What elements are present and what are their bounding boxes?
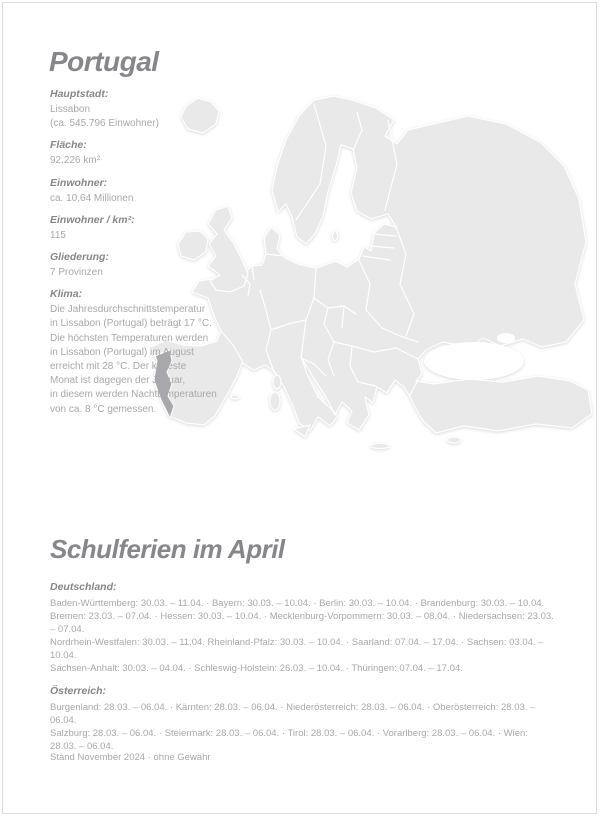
fact-klima — [50, 288, 222, 417]
fact-value: 7 Provinzen — [50, 267, 103, 279]
fact-flaeche — [50, 139, 222, 168]
black-sea — [424, 342, 524, 380]
fact-einwohner-dichte — [50, 214, 222, 243]
country-label-oesterreich: Österreich: — [50, 685, 107, 697]
fact-value: in Lissabon (Portugal) beträgt 17 °C. — [50, 318, 212, 330]
holidays-section — [50, 534, 555, 753]
fact-label: Hauptstadt: — [50, 88, 109, 100]
holiday-line: Nordrhein-Westfalen: 30.03. – 11.04. Rheinland-Pfalz: 30.03. – 10.04. · Saarland: 07.04. – 17.04. · Sachsen: 03.04. – 10.04. — [50, 637, 544, 661]
fact-value: Die höchsten Temperaturen werden — [50, 332, 209, 344]
facts-panel — [50, 88, 222, 425]
page-title: Portugal — [49, 46, 159, 77]
fact-label: Fläche: — [50, 139, 87, 152]
fact-value: Die Jahresdurchschnittstemperatur — [50, 304, 206, 316]
holiday-line: Salzburg: 28.03. – 06.04. · Steiermark: 28.03. – 06.04. · Tirol: 28.03. – 06.04. · Vorarlberg: 28.03. – 06.04. · Wien: 28.03. – 06.04. — [50, 728, 528, 752]
fact-hauptstadt — [50, 88, 222, 131]
fact-label: Gliederung: — [50, 251, 109, 264]
balearic-island — [231, 395, 239, 399]
holiday-line: Baden-Württemberg: 30.03. – 11.04. · Bayern: 30.03. – 10.04. · Berlin: 30.03. – 10.04. · Brandenburg: 30.03. – 10.04. — [50, 598, 545, 609]
azov-sea — [497, 333, 515, 343]
fact-label: Einwohner / km²: — [50, 213, 135, 226]
footer-note: Stand November 2024 · ohne Gewähr — [50, 752, 211, 763]
fact-value: Monat ist dagegen der Januar, — [50, 375, 186, 387]
gotland-island — [333, 231, 338, 241]
country-label-deutschland: Deutschland: — [50, 581, 117, 593]
fact-label: Einwohner: — [50, 176, 108, 189]
fact-value: ca. 10,64 Millionen — [50, 192, 134, 204]
cyprus-island — [448, 437, 461, 443]
sicily-island — [294, 425, 310, 437]
fact-value: in diesem werden Nachttemperaturen — [50, 389, 217, 401]
fact-value: Lissabon — [50, 104, 91, 115]
fact-value: 115 — [50, 229, 66, 241]
fact-label: Klima: — [50, 288, 83, 301]
fact-einwohner — [50, 177, 222, 206]
holiday-line: Bremen: 23.03. – 07.04. · Hessen: 30.03. – 10.04. · Mecklenburg-Vorpommern: 30.03. – 08.04. · Niedersachsen: 23.03. – 07.04. — [50, 611, 554, 635]
fact-value: 92.226 km² — [50, 155, 101, 167]
holiday-line: Sachsen-Anhalt: 30.03. – 04.04. · Schleswig-Holstein: 26.03. – 10.04. · Thüringen: 07.04. – 17.04. — [50, 663, 463, 674]
sardinia-island — [270, 392, 280, 410]
fact-value: von ca. 8 °C gemessen. — [50, 403, 157, 415]
fact-gliederung — [50, 251, 222, 280]
corsica-island — [273, 375, 281, 389]
fact-value: in Lissabon (Portugal) im August — [50, 346, 194, 358]
fact-value: (ca. 545.796 Einwohner) — [50, 118, 159, 130]
holidays-title: Schulferien im April — [50, 534, 285, 564]
crete-island — [371, 443, 389, 448]
fact-value: erreicht mit 28 °C. Der kälteste — [50, 361, 187, 373]
holiday-line: Burgenland: 28.03. – 06.04. · Kärnten: 28.03. – 06.04. · Niederösterreich: 28.03. – 06.04. · Oberösterreich: 28.03. – 06.04. — [50, 702, 536, 726]
